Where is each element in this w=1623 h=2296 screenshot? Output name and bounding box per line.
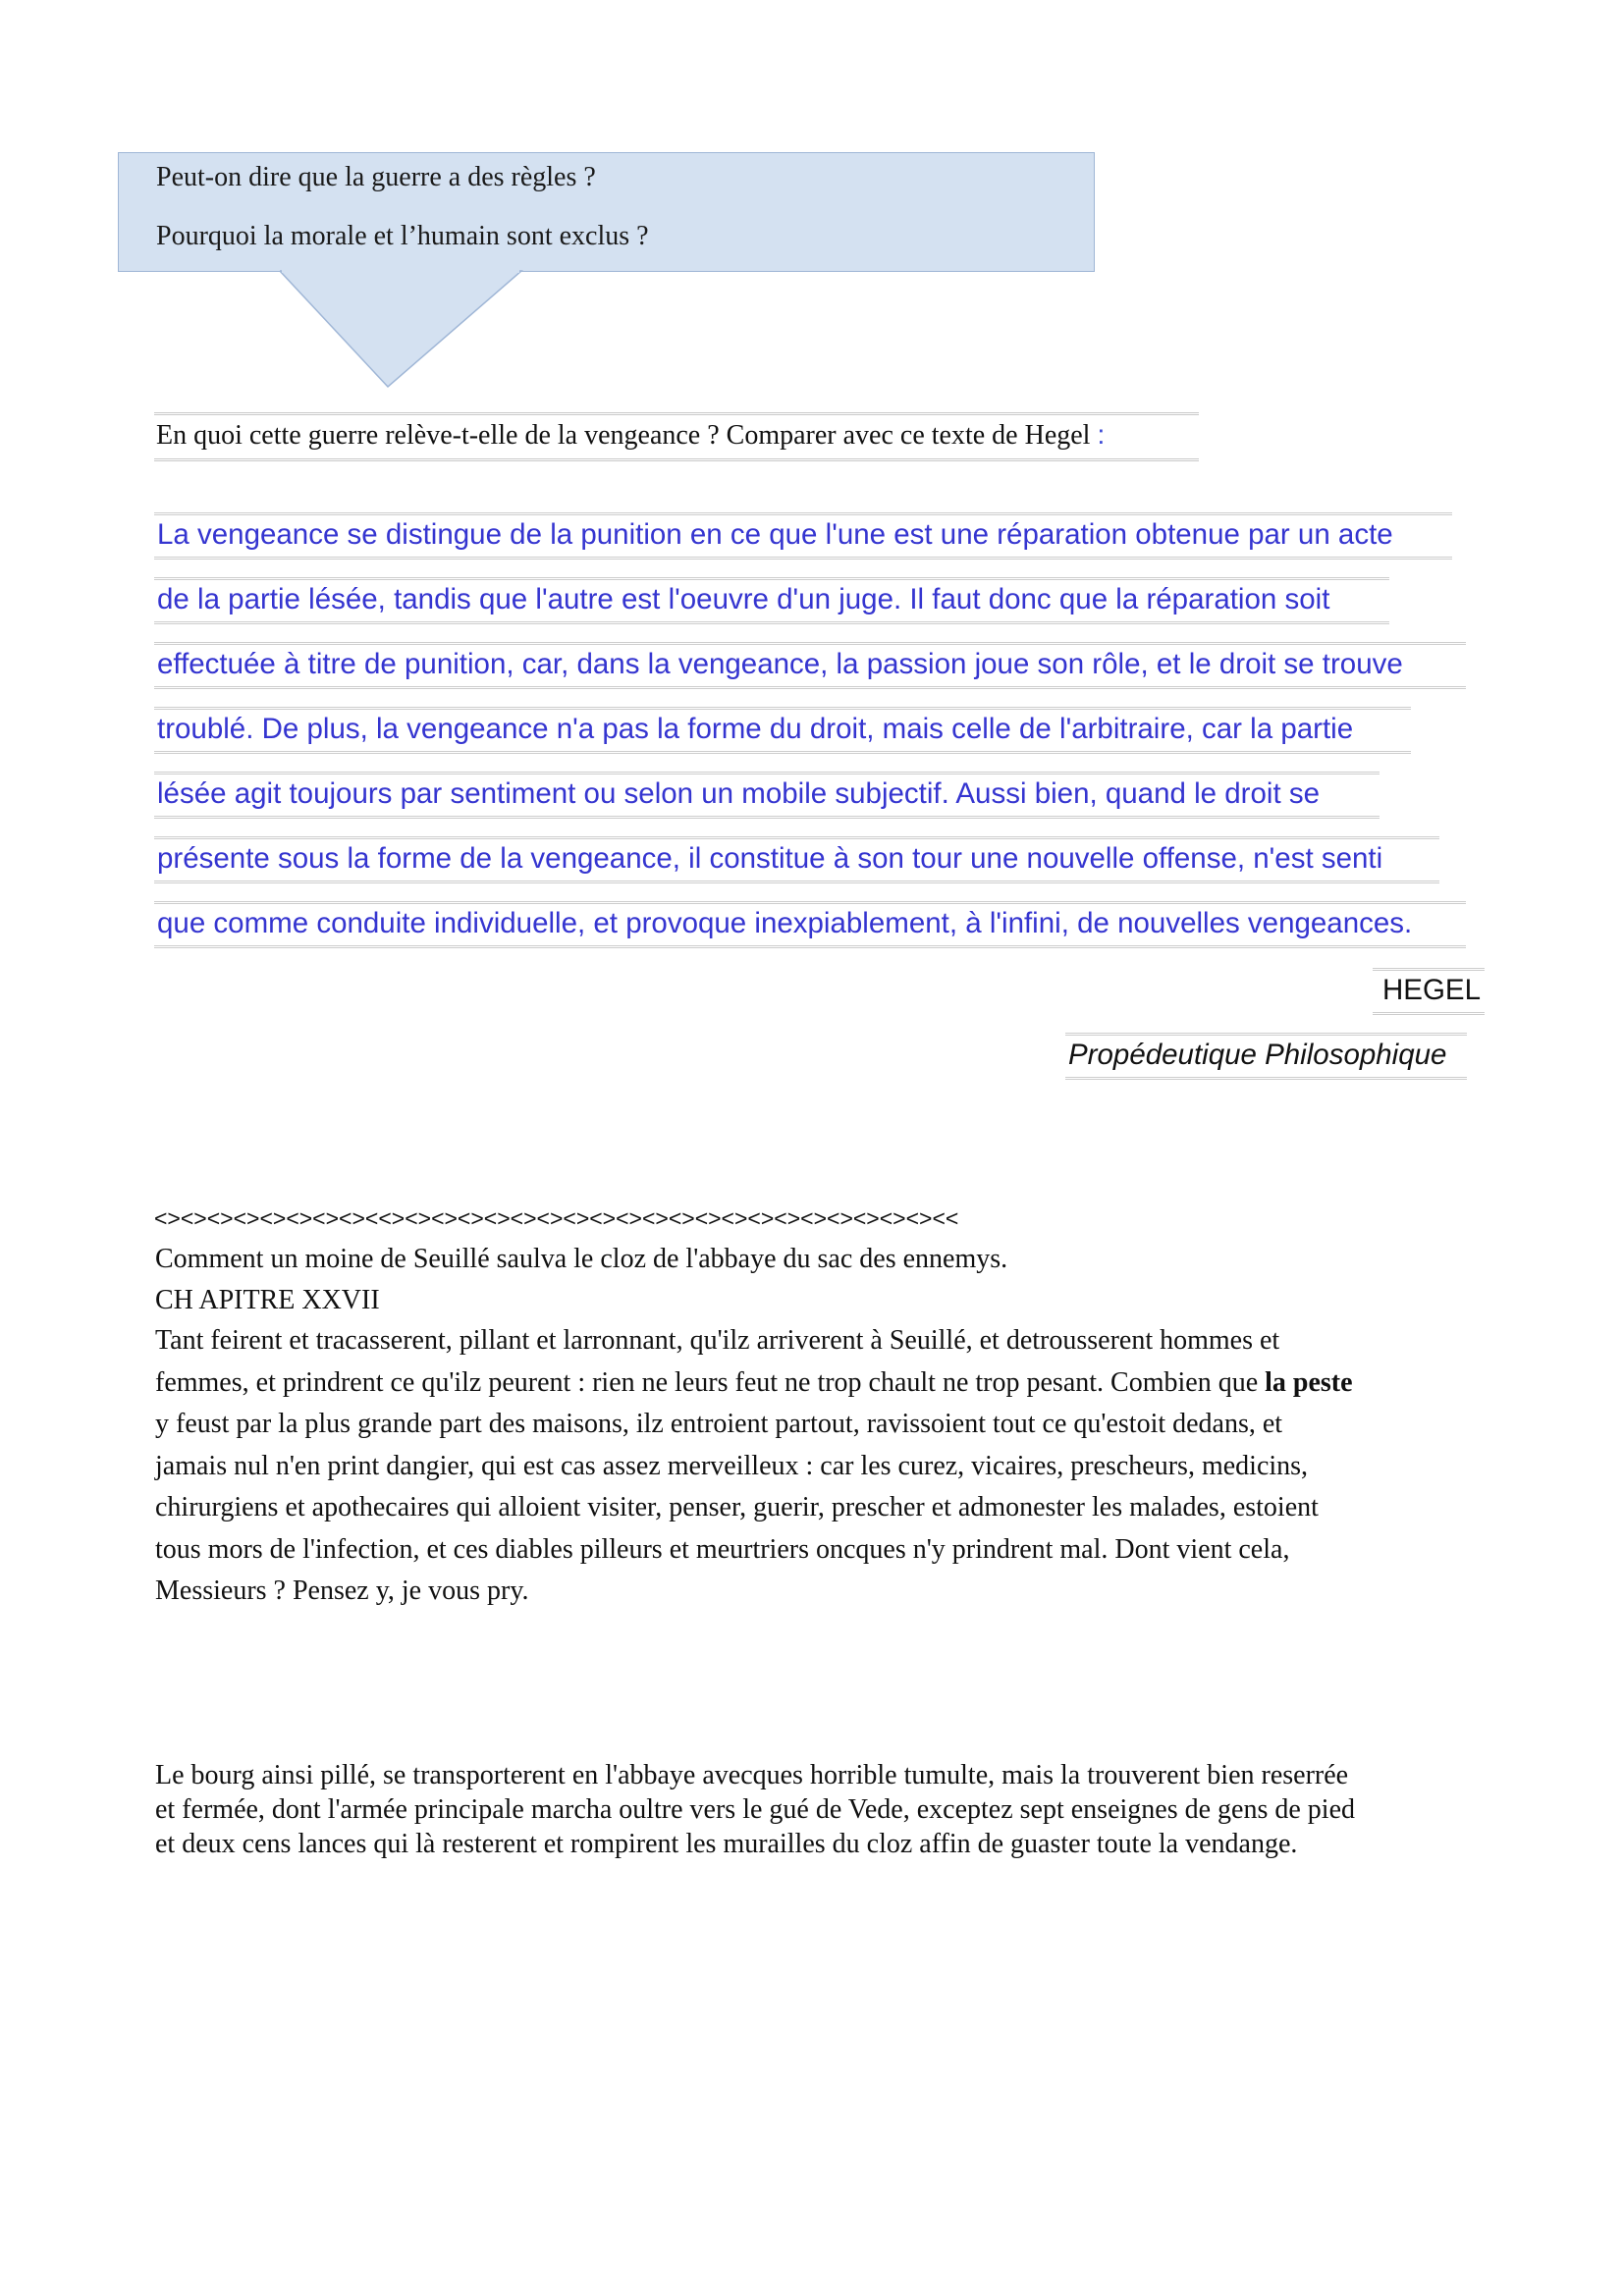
quote-line: effectuée à titre de punition, car, dans la vengeance, la passion joue son rôle, et le droit se trouve — [154, 642, 1466, 689]
comparison-prompt-text: En quoi cette guerre relève-t-elle de la vengeance ? Comparer avec ce texte de Hegel — [156, 420, 1098, 451]
paragraph-line — [155, 1362, 1490, 1405]
paragraph-2 — [155, 1758, 1490, 1861]
paragraph-line: y feust par la plus grande part des maisons, ilz entroient partout, ravissoient tout ce qu'estoit dedans, et — [155, 1409, 1283, 1439]
ornamental-separator: <><><><><><><><><<><><><><><><><><><><><><><><><><><><><><><< — [154, 1205, 959, 1231]
quote-line: troublé. De plus, la vengeance n'a pas la forme du droit, mais celle de l'arbitraire, car la partie — [154, 707, 1411, 754]
quote-line: La vengeance se distingue de la punition en ce que l'une est une réparation obtenue par un acte — [154, 512, 1452, 560]
paragraph-line: jamais nul n'en print dangier, qui est cas assez merveilleux : car les curez, vicaires, prescheurs, medicins, — [155, 1450, 1309, 1481]
paragraph-line: Tant feirent et tracasserent, pillant et larronnant, qu'ilz arriverent à Seuillé, et detrousserent hommes et — [155, 1325, 1280, 1356]
bold-phrase: la peste — [1265, 1366, 1353, 1398]
callout-question-2: Pourquoi la morale et l’humain sont exclus ? — [156, 221, 649, 251]
paragraph-line: et fermée, dont l'armée principale marcha oultre vers le gué de Vede, exceptez sept enseignes de gens de pied — [155, 1794, 1355, 1825]
quote-line: présente sous la forme de la vengeance, il constitue à son tour une nouvelle offense, n'est senti — [154, 836, 1439, 883]
chapter-number: CH APITRE XXVII — [155, 1285, 380, 1315]
paragraph-line-text: femmes, et prindrent ce qu'ilz peurent : rien ne leurs feut ne trop chault ne trop pesant. Combien que — [155, 1366, 1266, 1398]
comparison-prompt-colon: : — [1097, 419, 1106, 450]
paragraph-line: chirurgiens et apothecaires qui alloient visiter, penser, guerir, prescher et admonester les malades, estoient — [155, 1492, 1319, 1522]
callout-question-1: Peut-on dire que la guerre a des règles ? — [156, 162, 596, 192]
quote-line: lésée agit toujours par sentiment ou selon un mobile subjectif. Aussi bien, quand le droit se — [154, 772, 1380, 819]
callout-box — [118, 152, 1095, 272]
callout-pointer — [280, 270, 525, 393]
paragraph-line: Le bourg ainsi pillé, se transporterent en l'abbaye avecques horrible tumulte, mais la trouverent bien reserrée — [155, 1760, 1349, 1790]
quote-line: de la partie lésée, tandis que l'autre est l'oeuvre d'un juge. Il faut donc que la réparation soit — [154, 577, 1389, 624]
comparison-prompt — [154, 412, 1199, 461]
paragraph-line: tous mors de l'infection, et ces diables pilleurs et meurtriers oncques n'y prindrent mal. Dont vient cela, — [155, 1533, 1290, 1565]
paragraph-1 — [155, 1320, 1490, 1613]
quote-source-work: Propédeutique Philosophique — [1065, 1033, 1467, 1080]
paragraph-line: et deux cens lances qui là resterent et rompirent les murailles du cloz affin de guaster toute la vendange. — [155, 1829, 1298, 1859]
quote-author: HEGEL — [1373, 968, 1485, 1015]
paragraph-line: Messieurs ? Pensez y, je vous pry. — [155, 1575, 529, 1606]
chapter-heading: Comment un moine de Seuillé saulva le cloz de l'abbaye du sac des ennemys. — [155, 1244, 1008, 1274]
quote-line: que comme conduite individuelle, et provoque inexpiablement, à l'infini, de nouvelles vengeances. — [154, 901, 1466, 948]
